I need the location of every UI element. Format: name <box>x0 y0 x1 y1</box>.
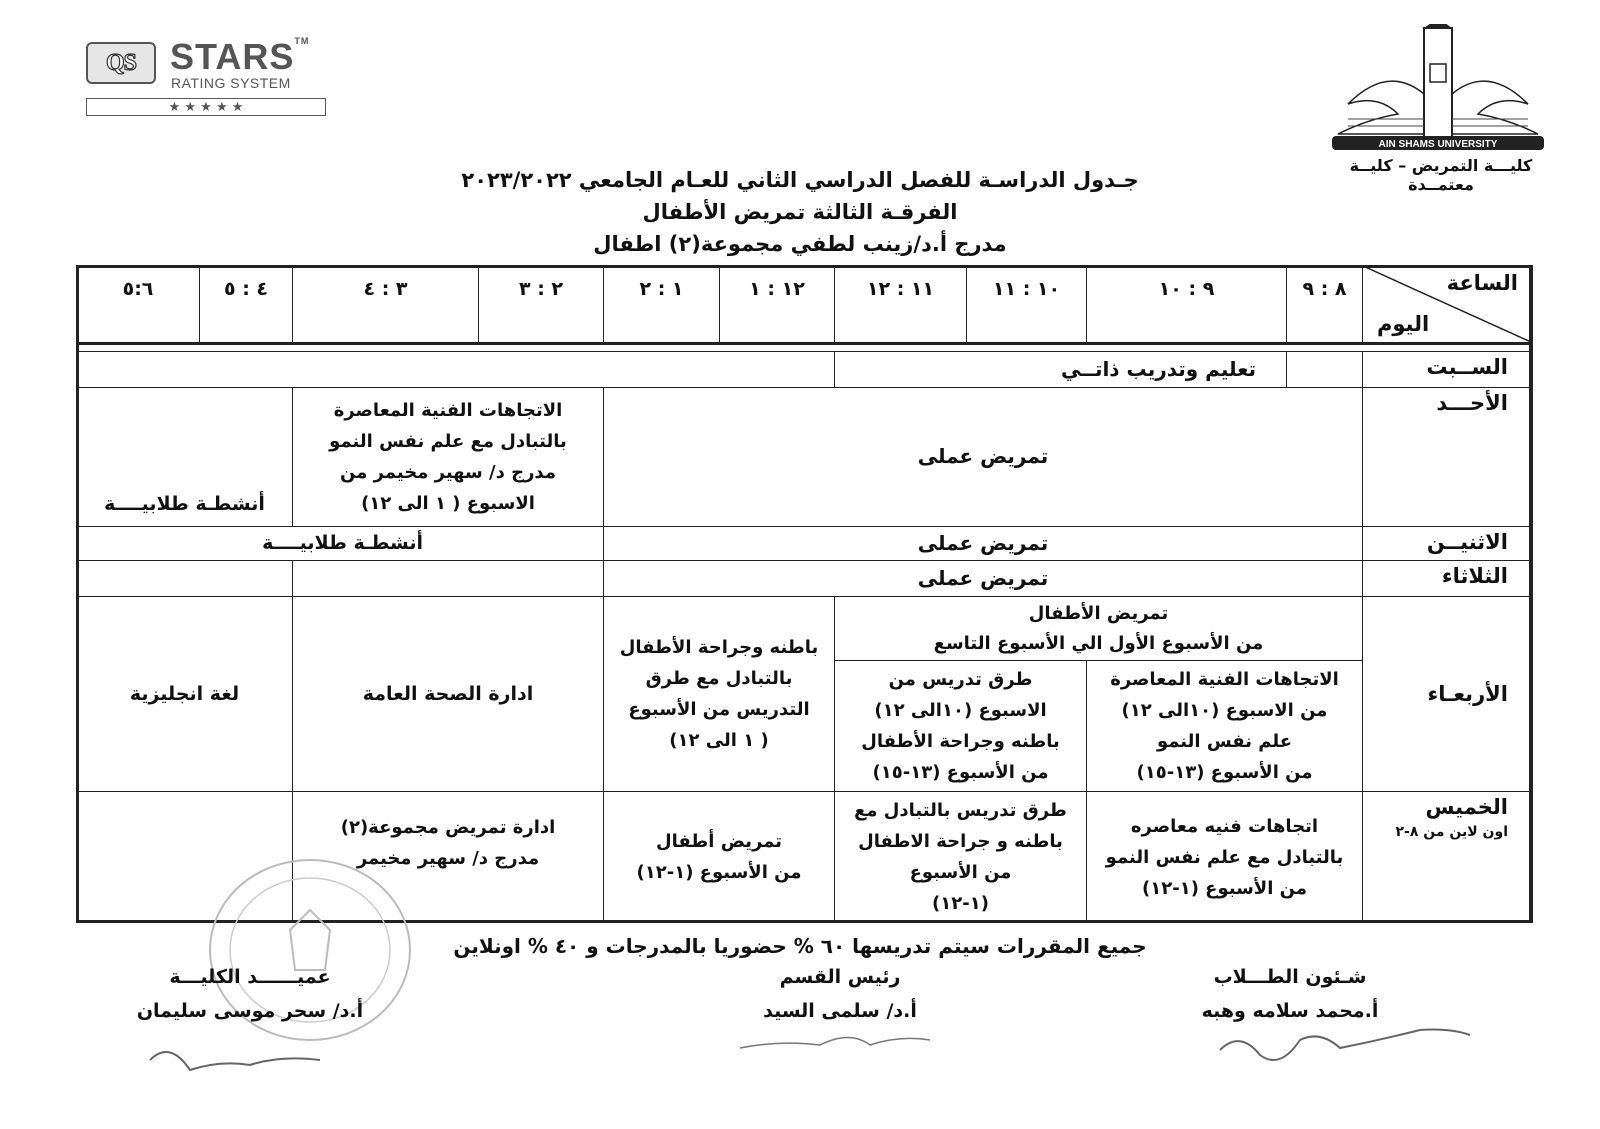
day-saturday: الســبت <box>1363 351 1533 387</box>
faculty-caption: كليـــة التمريض – كليــة معتمــدة <box>1349 156 1533 194</box>
university-logo <box>1328 24 1548 156</box>
monday-activities: أنشطـة طلابيــــة <box>77 526 604 560</box>
qs-brand: STARS™ <box>170 36 310 77</box>
schedule-hall: مدرج أ.د/زينب لطفي مجموعة(٢) اطفال <box>593 232 1007 256</box>
student-affairs-title: شـئون الطـــلاب <box>1213 966 1367 988</box>
corner-day-label: اليوم <box>1377 312 1430 337</box>
time-slot: ٥:٦ <box>77 266 200 344</box>
schedule-subtitle: الفرقـة الثالثة تمريض الأطفال <box>642 200 958 224</box>
time-slot: ٢ : ٣ <box>479 266 604 344</box>
time-slot: ٨ : ٩ <box>1287 266 1363 344</box>
course-line: من الأسبوع (١٣-١٥) <box>1136 762 1313 784</box>
course-line: الاسبوع ( ١ الى ١٢) <box>361 492 535 514</box>
department-head-name: أ.د/ سلمى السيد <box>763 1000 917 1022</box>
time-slot: ١٠ : ١١ <box>967 266 1087 344</box>
footnote: جميع المقررات سيتم تدريسها ٦٠ % حضوريا بالمدرجات و ٤٠ % اونلاين <box>453 934 1147 958</box>
day-sunday: الأحـــد <box>1363 387 1533 526</box>
course-line: اتجاهات فنيه معاصره <box>1130 815 1319 837</box>
course-line: من الأسبوع (١-١٢) <box>636 862 802 884</box>
thursday-label: الخميس <box>1425 795 1508 820</box>
course-line: بالتبادل مع طرق <box>645 668 793 690</box>
svg-text:AIN SHAMS UNIVERSITY: AIN SHAMS UNIVERSITY <box>1378 139 1498 150</box>
day-wednesday: الأربعـاء <box>1363 596 1533 791</box>
course-line: باطنه وجراحة الأطفال <box>619 637 819 659</box>
time-slot: ١٢ : ١ <box>720 266 835 344</box>
wednesday-english: لغة انجليزية <box>77 596 293 791</box>
course-line: ادارة تمريض مجموعة(٢) <box>340 817 556 839</box>
time-slot: ٣ : ٤ <box>293 266 479 344</box>
day-monday: الاثنيــن <box>1363 526 1533 560</box>
department-head-title: رئيس القسم <box>779 966 901 988</box>
course-line: من الأسبوع <box>909 862 1012 884</box>
monday-practical: تمريض عملى <box>604 526 1363 560</box>
table-outer-border <box>76 265 1532 923</box>
student-affairs-name: أ.محمد سلامه وهبه <box>1201 1000 1379 1022</box>
corner-time-label: الساعة <box>1446 271 1518 295</box>
saturday-activity: تعليم وتدريب ذاتــي <box>835 351 1287 387</box>
qs-stars-bar <box>86 98 326 116</box>
qs-stars: ★ ★ ★ ★ ★ <box>168 99 244 115</box>
course-line: باطنه وجراحة الأطفال <box>861 731 1060 753</box>
course-line: بالتبادل مع علم نفس النمو <box>329 430 567 452</box>
course-line: طرق تدريس بالتبادل مع <box>854 800 1067 822</box>
course-line: من الأسبوع (١-١٢) <box>1141 877 1307 899</box>
time-slot: ١ : ٢ <box>604 266 720 344</box>
day-tuesday: الثلاثاء <box>1363 560 1533 596</box>
course-line: الاتجاهات الفنية المعاصرة <box>333 399 563 421</box>
time-slot: ٩ : ١٠ <box>1087 266 1287 344</box>
course-line: مدرج د/ سهير مخيمر <box>356 848 540 870</box>
time-slot: ١١ : ١٢ <box>835 266 967 344</box>
course-line: علم نفس النمو <box>1156 731 1293 753</box>
peds-title: تمريض الأطفال <box>1028 602 1169 624</box>
course-line: (١-١٢) <box>932 893 989 915</box>
sunday-activities: أنشطـة طلابيــــة <box>77 387 293 526</box>
course-line: باطنه و جراحة الاطفال <box>858 831 1063 853</box>
schedule-title: جـدول الدراسـة للفصل الدراسي الثاني للعـام الجامعي ٢٠٢٣/٢٠٢٢ <box>461 168 1139 192</box>
course-line: من الأسبوع (١٣-١٥) <box>872 762 1049 784</box>
course-line: الاسبوع (١٠الى ١٢) <box>874 700 1047 722</box>
course-line: طرق تدريس من <box>888 669 1033 691</box>
qs-logo: QS <box>86 42 156 84</box>
time-slot: ٤ : ٥ <box>200 266 293 344</box>
wednesday-admin: ادارة الصحة العامة <box>293 596 604 791</box>
qs-subtitle: RATING SYSTEM <box>171 75 291 91</box>
thursday-note: اون لاين من ٨-٢ <box>1395 824 1508 841</box>
course-line: من الاسبوع (١٠الى ١٢) <box>1121 700 1328 722</box>
tuesday-practical: تمريض عملى <box>604 560 1363 596</box>
course-line: مدرج د/ سهير مخيمر من <box>340 461 556 483</box>
dean-name: أ.د/ سحر موسى سليمان <box>136 1000 364 1022</box>
course-line: بالتبادل مع علم نفس النمو <box>1105 846 1344 868</box>
course-line: التدريس من الأسبوع <box>628 699 810 721</box>
course-line: ( ١ الى ١٢) <box>669 730 769 752</box>
course-line: الاتجاهات الفنية المعاصرة <box>1110 669 1339 691</box>
course-line: تمريض أطفال <box>655 831 783 853</box>
peds-sub: من الأسبوع الأول الي الأسبوع التاسع <box>933 632 1264 654</box>
sunday-practical: تمريض عملى <box>604 387 1363 526</box>
dean-title: عميــــــد الكليـــة <box>169 966 331 988</box>
